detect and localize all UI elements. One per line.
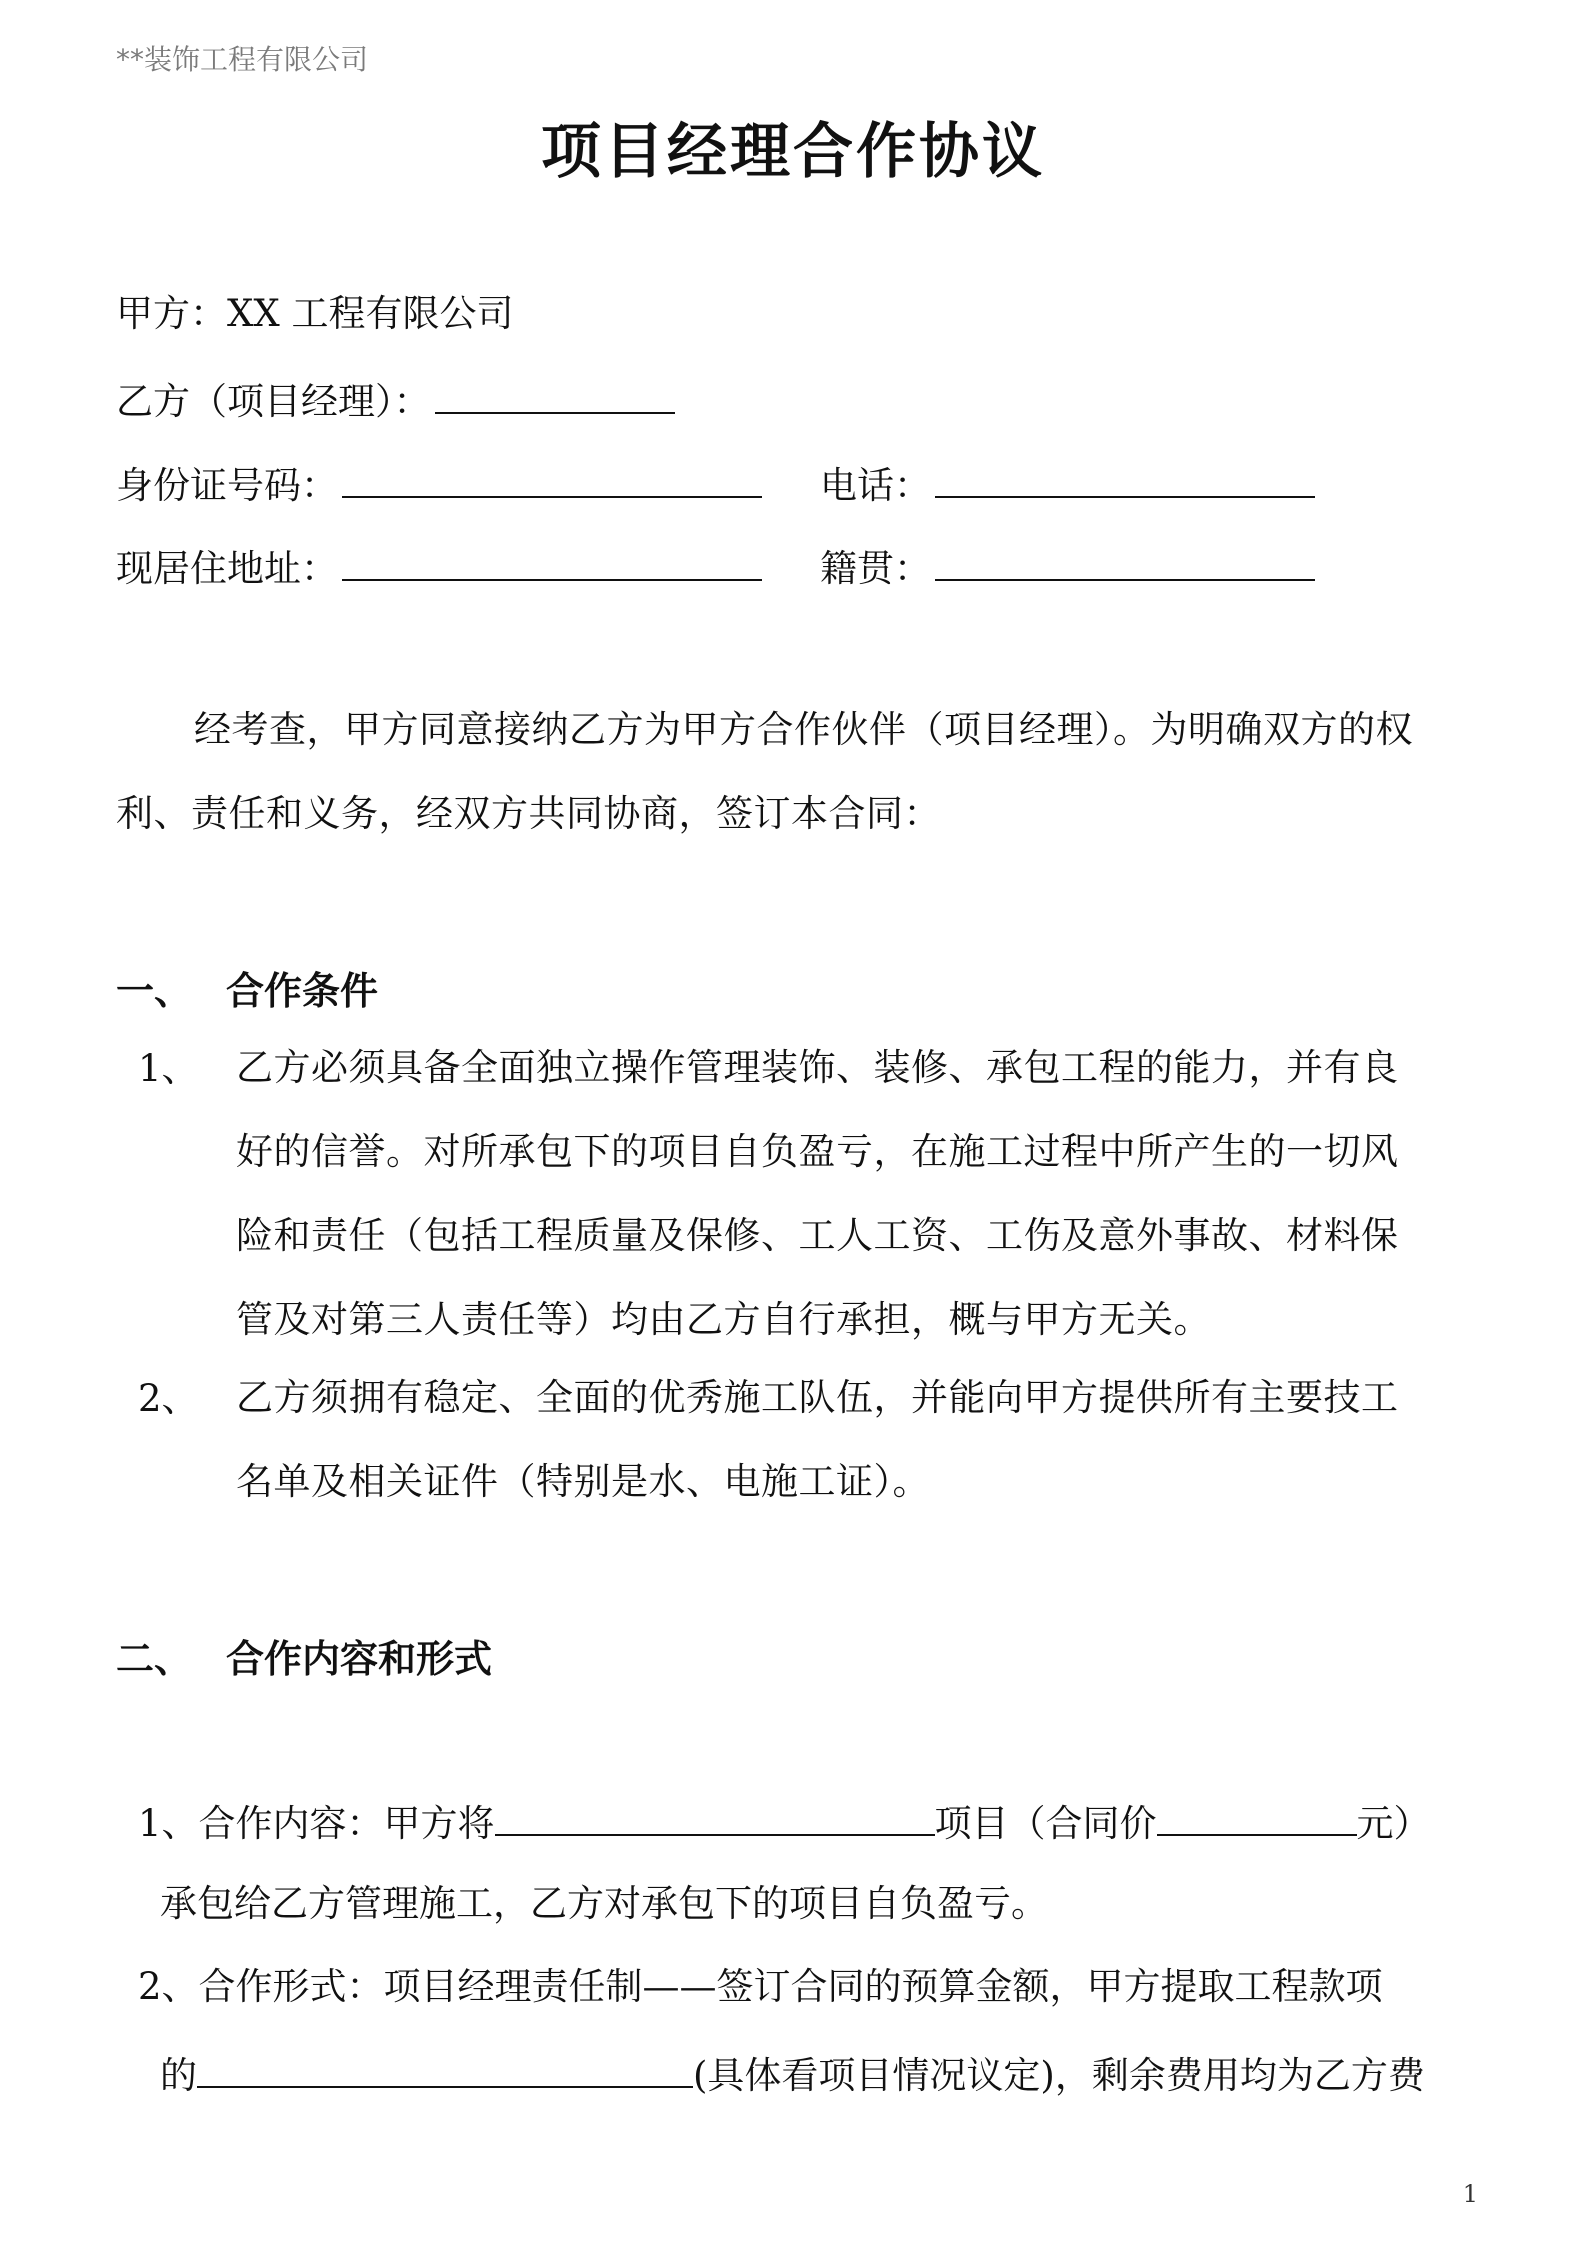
section-2-heading — [116, 1628, 492, 1683]
party-b-blank[interactable] — [435, 378, 675, 414]
header-company-name: **装饰工程有限公司 — [116, 43, 369, 76]
party-a-line — [116, 292, 514, 335]
contract-form-prefix: 的 — [160, 2054, 197, 2097]
phone-blank[interactable] — [935, 462, 1315, 498]
percentage-blank[interactable] — [197, 2052, 693, 2088]
contract-content-line-2: 承包给乙方管理施工，乙方对承包下的项目自负盈亏。 — [160, 1882, 1048, 1925]
address-label: 现居住地址： — [116, 547, 338, 590]
contract-form-suffix: (具体看项目情况议定)，剩余费用均为乙方费 — [693, 2054, 1425, 2097]
address-line — [116, 545, 762, 590]
section-1-item-1 — [236, 1026, 1399, 1362]
party-b-line — [116, 378, 675, 423]
section-1-item-1-line-3: 险和责任（包括工程质量及保修、工人工资、工伤及意外事故、材料保 — [236, 1214, 1399, 1257]
intro-line-2: 利、责任和义务，经双方共同协商，签订本合同： — [116, 792, 941, 835]
origin-line — [820, 545, 1315, 590]
section-1-item-1-line-1: 乙方必须具备全面独立操作管理装饰、装修、承包工程的能力，并有良 — [236, 1046, 1399, 1089]
id-label: 身份证号码： — [116, 464, 338, 507]
phone-line — [820, 462, 1315, 507]
section-2-number: 二、 — [116, 1636, 193, 1681]
section-1-number: 一、 — [116, 968, 193, 1013]
phone-label: 电话： — [820, 464, 931, 507]
origin-label: 籍贯： — [820, 547, 931, 590]
section-1-item-2-line-2: 名单及相关证件（特别是水、电施工证）。 — [236, 1460, 930, 1503]
section-1-item-1-number: 1、 — [138, 1047, 199, 1090]
contract-content-line — [138, 1800, 1431, 1845]
origin-blank[interactable] — [935, 545, 1315, 581]
document-title: 项目经理合作协议 — [541, 117, 1045, 187]
section-2-title: 合作内容和形式 — [226, 1636, 493, 1681]
contract-content-prefix: 1、合作内容：甲方将 — [138, 1802, 495, 1845]
section-1-item-2-line-1: 乙方须拥有稳定、全面的优秀施工队伍，并能向甲方提供所有主要技工 — [236, 1376, 1399, 1419]
section-1-heading — [116, 960, 378, 1015]
page-number: 1 — [1462, 2180, 1478, 2208]
intro-line-1: 经考查，甲方同意接纳乙方为甲方合作伙伴（项目经理）。为明确双方的权 — [194, 708, 1413, 751]
contract-content-suffix: 元） — [1356, 1802, 1431, 1845]
intro-paragraph — [116, 688, 1413, 856]
contract-form-line-1: 2、合作形式：项目经理责任制——签订合同的预算金额，甲方提取工程款项 — [138, 1965, 1383, 2008]
section-1-item-2 — [236, 1356, 1399, 1524]
section-1-title: 合作条件 — [226, 968, 379, 1013]
section-1-item-2-number: 2、 — [138, 1377, 199, 1420]
project-name-blank[interactable] — [495, 1800, 935, 1836]
section-1-item-1-line-4: 管及对第三人责任等）均由乙方自行承担，概与甲方无关。 — [236, 1298, 1211, 1341]
contract-form-line-2 — [160, 2052, 1425, 2097]
id-line — [116, 462, 762, 507]
party-b-label: 乙方（项目经理）： — [116, 380, 431, 423]
section-1-item-1-line-2: 好的信誉。对所承包下的项目自负盈亏，在施工过程中所产生的一切风 — [236, 1130, 1399, 1173]
id-blank[interactable] — [342, 462, 762, 498]
party-a-text: 甲方：XX 工程有限公司 — [116, 292, 514, 335]
contract-price-blank[interactable] — [1157, 1800, 1357, 1836]
address-blank[interactable] — [342, 545, 762, 581]
contract-content-mid: 项目（合同价 — [934, 1802, 1157, 1845]
